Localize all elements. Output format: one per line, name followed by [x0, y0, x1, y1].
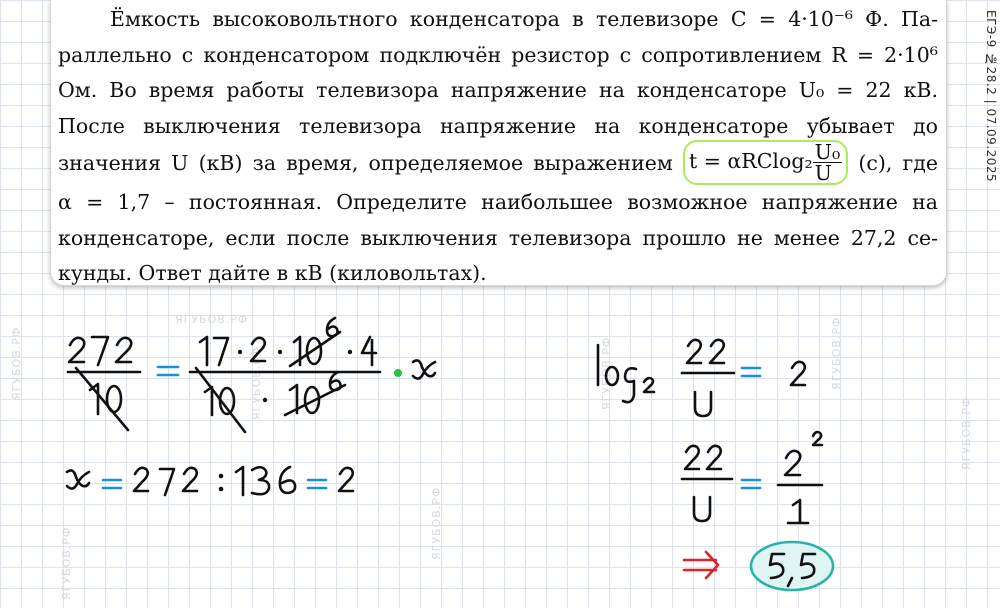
- formula-main: t = αRClog₂: [689, 149, 813, 173]
- hw-digit-6: [280, 467, 295, 493]
- watermark: ЯГУБОВ.РФ: [175, 313, 249, 326]
- hw-var-x: [67, 470, 89, 488]
- hw-digit-1: [236, 467, 243, 495]
- hw-digit-2: [116, 338, 131, 362]
- line5-text: значения U (кВ) за время, определяемое выражением: [58, 151, 673, 175]
- formula-num: U₀: [814, 140, 841, 164]
- implies-arrow-icon: [684, 552, 718, 578]
- problem-line-2: раллельно с конденсатором подключён резистор с сопротивлением R = 2·10⁶: [58, 42, 938, 67]
- hw-digit-1: [200, 337, 207, 365]
- hw-digit-2: [134, 468, 148, 491]
- hw-dot: [348, 350, 352, 354]
- hw-digit-2: [710, 340, 724, 363]
- problem-line-6: α = 1,7 – постоянная. Определите наибольшее возможное напряжение на: [58, 190, 938, 214]
- hw-subscript-2: [644, 378, 654, 392]
- watermark: ЯГУБОВ.РФ: [250, 346, 263, 420]
- hw-digit-7: [214, 338, 228, 365]
- watermark: ЯГУБОВ.РФ: [430, 486, 443, 560]
- hw-digit-2: [183, 468, 197, 491]
- watermark: ЯГУБОВ.РФ: [10, 326, 23, 400]
- hw-colon-dot: [219, 474, 224, 479]
- hw-colon-dot: [219, 487, 224, 492]
- hw-digit-2: [339, 468, 353, 491]
- hw-digit-2: [791, 362, 805, 385]
- hw-letter-g: [623, 368, 636, 402]
- hw-digit-4: [362, 337, 376, 365]
- hw-digit-2: [707, 446, 721, 469]
- watermark: ЯГУБОВ.РФ: [60, 526, 73, 600]
- problem-line-7: конденсаторе, если после выключения телевизора прошло не менее 27,2 се-: [58, 225, 938, 250]
- hw-multiply-dot: [394, 369, 402, 377]
- hw-digit-2: [685, 446, 699, 469]
- watermark: ЯГУБОВ.РФ: [830, 316, 843, 390]
- hw-digit-7: [160, 469, 174, 495]
- hw-letter-o: [606, 367, 618, 385]
- hw-var-x: [413, 360, 435, 378]
- problem-line-3: Ом. Во время работы телевизора напряжение на конденсаторе U₀ = 22 кВ.: [58, 78, 938, 102]
- problem-line-8: кунды. Ответ дайте в кВ (киловольтах).: [58, 261, 487, 285]
- answer-ring: [751, 542, 833, 590]
- hw-cancel-stroke: [196, 368, 245, 432]
- hw-digit-7: [92, 337, 108, 365]
- formula-den: U: [814, 161, 832, 185]
- hw-dot: [278, 350, 282, 354]
- hw-dot: [263, 398, 267, 402]
- hw-digit-2: [687, 340, 701, 363]
- hw-digit-1: [788, 500, 808, 523]
- hw-letter-u: [694, 497, 710, 521]
- hw-dot: [238, 350, 242, 354]
- hw-digit-3: [252, 467, 269, 494]
- problem-line-1: Ёмкость высоковольтного конденсатора в телевизоре C = 4·10⁻⁶ Ф. Па-: [110, 7, 938, 31]
- hw-digit-1: [205, 387, 212, 415]
- hw-digit-2: [69, 338, 84, 362]
- hw-digit-2: [251, 338, 265, 361]
- hw-digit-2: [785, 451, 800, 475]
- side-code: ЕГЭ-9 №28.2 | 07.09.2025: [984, 10, 998, 183]
- hw-exponent-2: [813, 432, 822, 445]
- line5-tail: (с), где: [858, 151, 938, 175]
- watermark: ЯГУБОВ.РФ: [960, 396, 973, 470]
- problem-line-4: После выключения телевизора напряжение на конденсаторе убывает до: [58, 113, 938, 138]
- watermark: ЯГУБОВ.РФ: [600, 336, 613, 410]
- hw-letter-u: [695, 392, 711, 416]
